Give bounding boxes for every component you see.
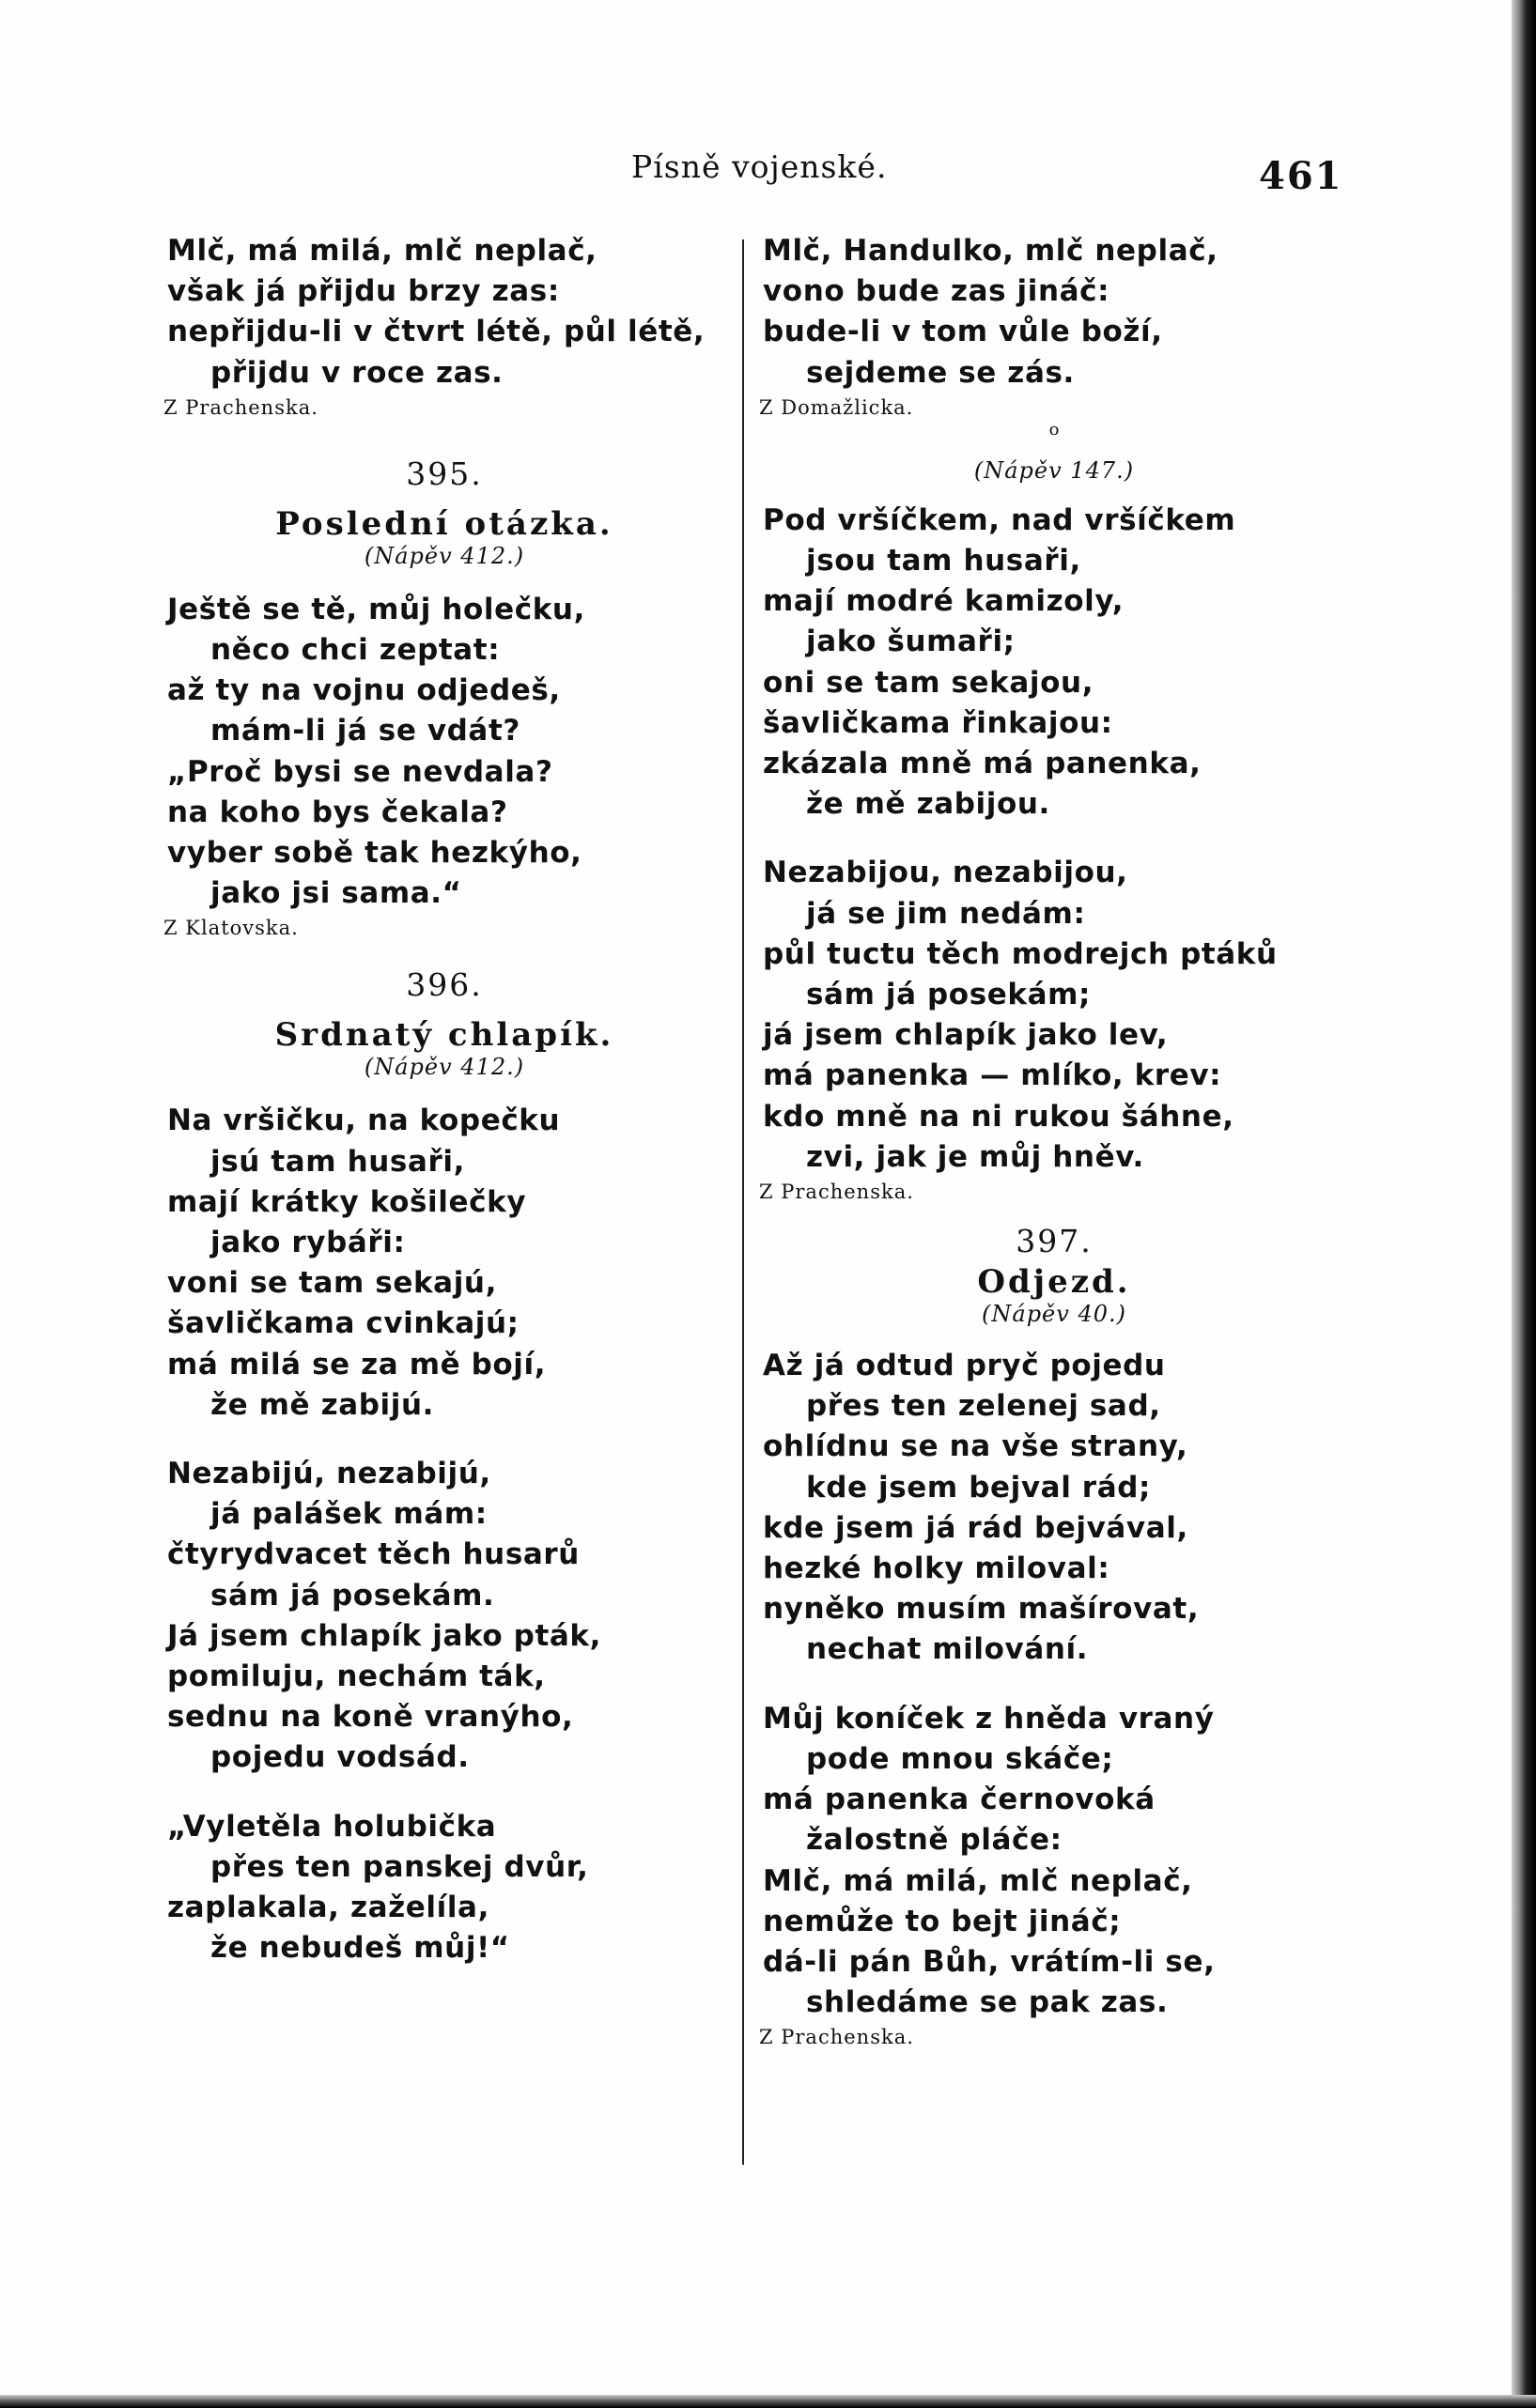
verse-line: že mě zabijú. — [210, 1387, 435, 1422]
verse-line: Až já odtud pryč pojedu — [763, 1349, 1166, 1383]
stanza — [763, 1346, 1345, 1671]
verse-line: žalostně pláče: — [806, 1823, 1063, 1858]
song-title: Odjezd. — [977, 1263, 1131, 1302]
song-number: 397. — [1016, 1223, 1093, 1260]
left-column — [163, 231, 721, 1969]
source-note: Z Prachenska. — [759, 1181, 914, 1204]
verse-line: sám já posekám. — [210, 1578, 495, 1613]
song-title: Srdnatý chlapík. — [274, 1016, 614, 1055]
verse-line: já palášek mám: — [210, 1497, 488, 1532]
verse-line: Mlč, Handulko, mlč neplač, — [763, 234, 1218, 268]
source-note: Z Prachenska. — [163, 395, 318, 419]
page-number: 461 — [1259, 154, 1343, 198]
stanza — [167, 1807, 721, 1969]
verse-line: kde jsem já rád bejvával, — [763, 1510, 1188, 1545]
verse-line: nepřijdu-li v čtvrt létě, půl létě, — [167, 315, 706, 349]
verse-line: však já přijdu brzy zas: — [167, 274, 560, 309]
verse-line: Nezabijou, nezabijou, — [763, 856, 1128, 890]
verse-line: nechat milování. — [806, 1632, 1089, 1667]
verse-line: kde jsem bejval rád; — [806, 1470, 1152, 1505]
verse-line: „Proč bysi se nevdala? — [167, 754, 553, 789]
page-edge-bottom — [0, 2395, 1536, 2408]
verse-line: nyněko musím mašírovat, — [763, 1592, 1200, 1627]
verse-line: Na vršičku, na kopečku — [167, 1104, 561, 1138]
verse-line: jako jsi sama.“ — [210, 876, 462, 911]
verse-line: přes ten zelenej sad, — [806, 1389, 1161, 1424]
verse-line: nemůže to bejt jináč; — [763, 1904, 1122, 1938]
verse-line: pode mnou skáče; — [806, 1741, 1114, 1776]
source-note: Z Prachenska. — [759, 2026, 914, 2049]
verse-line: bude-li v tom vůle boží, — [763, 315, 1163, 349]
verse-line: Já jsem chlapík jako pták, — [167, 1618, 601, 1653]
stanza — [167, 1454, 721, 1779]
verse-line: hezké holky miloval: — [763, 1551, 1110, 1586]
verse-line: Mlč, má milá, mlč neplač, — [167, 234, 597, 268]
verse-line: mám-li já se vdát? — [210, 714, 520, 749]
stanza — [763, 853, 1345, 1178]
verse-line: přes ten panskej dvůr, — [210, 1849, 589, 1884]
stanza — [167, 231, 721, 394]
verse-line: já se jim nedám: — [806, 896, 1086, 931]
verse-line: kdo mně na ni rukou šáhne, — [763, 1099, 1234, 1134]
verse-line: přijdu v roce zas. — [210, 355, 504, 390]
song-number: 396. — [406, 966, 483, 1004]
verse-line: já jsem chlapík jako lev, — [763, 1018, 1169, 1053]
tune-reference: (Nápěv 40.) — [982, 1301, 1126, 1328]
verse-line: jako rybáři: — [210, 1226, 406, 1260]
tune-reference: (Nápěv 147.) — [973, 456, 1135, 484]
tune-reference: (Nápěv 412.) — [364, 542, 525, 569]
page-edge-right — [1512, 0, 1536, 2408]
verse-line: šavličkama cvinkajú; — [167, 1306, 520, 1341]
verse-line: voni se tam sekajú, — [167, 1266, 497, 1301]
ornament-mark: o — [1048, 419, 1060, 440]
verse-line: ohlídnu se na vše strany, — [763, 1429, 1188, 1464]
verse-line: zkázala mně má panenka, — [763, 747, 1202, 781]
verse-line: jsú tam husaři, — [210, 1144, 465, 1179]
verse-line: má panenka — mlíko, krev: — [763, 1058, 1222, 1093]
stanza — [763, 231, 1345, 394]
verse-line: má panenka černovoká — [763, 1783, 1156, 1817]
stanza — [167, 590, 721, 915]
verse-line: jsou tam husaři, — [806, 544, 1081, 579]
verse-line: zaplakala, zaželíla, — [167, 1891, 489, 1925]
verse-line: sejdeme se zás. — [806, 355, 1075, 390]
verse-line: shledáme se pak zas. — [806, 1985, 1169, 2020]
verse-line: mají modré kamizoly, — [763, 584, 1125, 619]
verse-line: oni se tam sekajou, — [763, 665, 1094, 700]
running-header: Písně vojenské. — [631, 148, 888, 185]
right-column — [759, 231, 1345, 2051]
verse-line: až ty na vojnu odjedeš, — [167, 673, 561, 708]
source-note: Z Klatovska. — [163, 917, 299, 940]
verse-line: zvi, jak je můj hněv. — [806, 1139, 1144, 1174]
verse-line: pojedu vodsád. — [210, 1740, 470, 1775]
stanza — [167, 1101, 721, 1426]
verse-line: že mě zabijou. — [806, 787, 1050, 822]
column-divider — [742, 239, 744, 2165]
verse-line: Mlč, má milá, mlč neplač, — [763, 1863, 1193, 1898]
verse-line: má milá se za mě bojí, — [167, 1347, 547, 1382]
tune-reference: (Nápěv 412.) — [364, 1054, 525, 1081]
song-number: 395. — [406, 455, 483, 492]
source-note: Z Domažlicka. — [759, 395, 914, 419]
verse-line: sednu na koně vranýho, — [167, 1700, 574, 1735]
verse-line: na koho bys čekala? — [167, 795, 508, 829]
verse-line: Nezabijú, nezabijú, — [167, 1457, 491, 1491]
verse-line: Ještě se tě, můj holečku, — [167, 592, 585, 626]
verse-line: vyber sobě tak hezkýho, — [167, 836, 582, 871]
verse-line: Můj koníček z hněda vraný — [763, 1701, 1215, 1736]
verse-line: šavličkama řinkajou: — [763, 705, 1113, 740]
verse-line: Pod vršíčkem, nad vršíčkem — [763, 502, 1236, 537]
stanza — [763, 501, 1345, 826]
verse-line: dá-li pán Bůh, vrátím-li se, — [763, 1944, 1216, 1979]
verse-line: něco chci zeptat: — [210, 633, 501, 668]
verse-line: půl tuctu těch modrejch ptáků — [763, 936, 1278, 971]
verse-line: sám já posekám; — [806, 978, 1092, 1012]
stanza — [763, 1699, 1345, 2024]
verse-line: „Vyletěla holubička — [167, 1809, 497, 1844]
verse-line: mají krátky košilečky — [167, 1184, 527, 1219]
song-title: Poslední otázka. — [275, 504, 613, 543]
verse-line: vono bude zas jináč: — [763, 274, 1110, 309]
verse-line: čtyrydvacet těch husarů — [167, 1537, 580, 1572]
verse-line: jako šumaři; — [806, 625, 1016, 659]
verse-line: pomiluju, nechám ták, — [167, 1659, 546, 1694]
verse-line: že nebudeš můj!“ — [210, 1931, 510, 1966]
